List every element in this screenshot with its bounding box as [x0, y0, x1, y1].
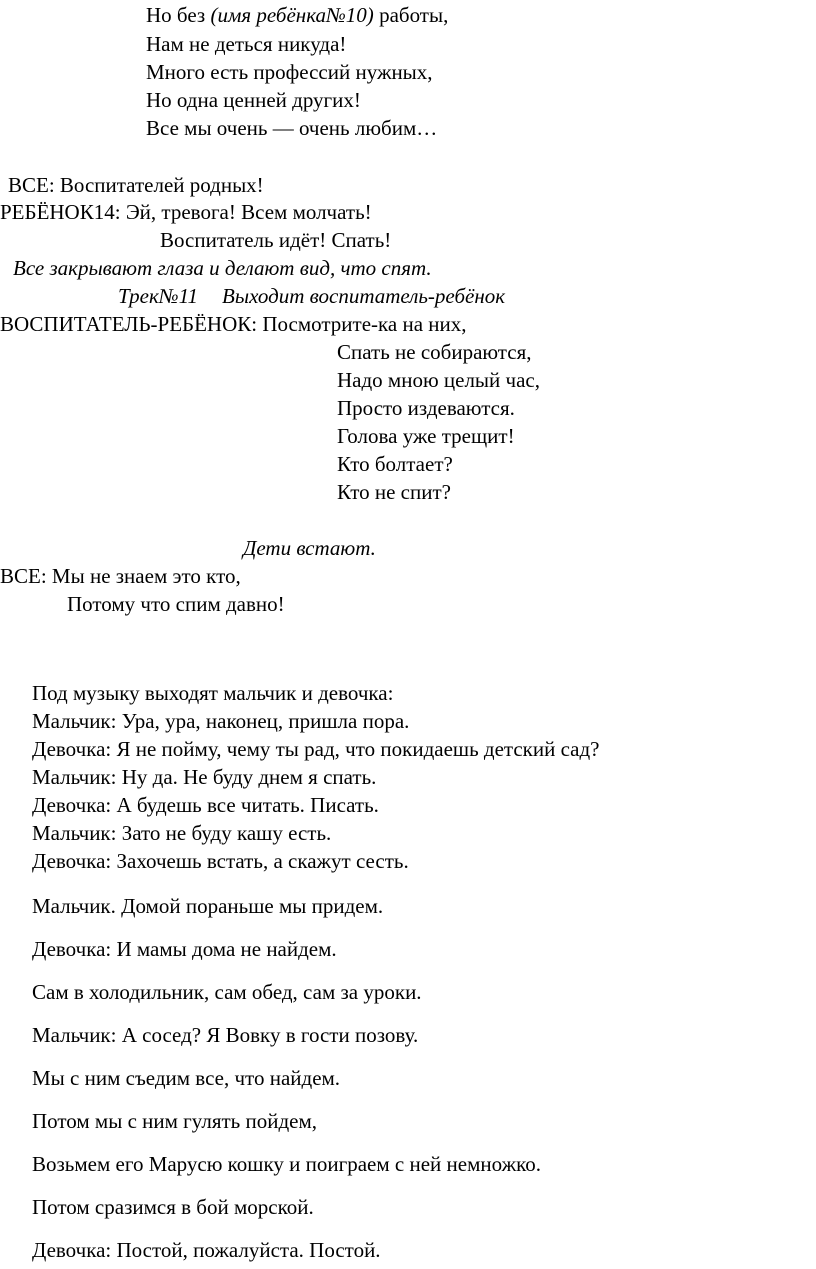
speaker-line-cont: Воспитатель идёт! Спать! — [160, 228, 392, 252]
poem-line: Все мы очень — очень любим… — [146, 116, 438, 140]
scene-line: Мальчик: А сосед? Я Вовку в гости позову. — [32, 1023, 419, 1047]
text: Выходит воспитатель-ребёнок — [222, 284, 506, 308]
verse-line: Надо мною целый час, — [337, 368, 540, 392]
scene-line: Девочка: И мамы дома не найдем. — [32, 937, 337, 961]
poem-line: Много есть профессий нужных, — [146, 60, 433, 84]
poem-line — [146, 5, 448, 26]
poem-line: Нам не деться никуда! — [146, 32, 347, 56]
speaker-line: ВСЕ: Воспитателей родных! — [8, 173, 264, 197]
stage-direction — [118, 286, 505, 307]
scene-line: Девочка: Я не пойму, чему ты рад, что покидаешь детский сад? — [32, 737, 600, 761]
scene-line: Мальчик: Ура, ура, наконец, пришла пора. — [32, 709, 410, 733]
verse-line: Просто издеваются. — [337, 396, 515, 420]
scene-line: Сам в холодильник, сам обед, сам за уроки. — [32, 980, 422, 1004]
scene-line: Девочка: Постой, пожалуйста. Постой. — [32, 1238, 381, 1262]
scene-line: Возьмем его Марусю кошку и поиграем с ней немножко. — [32, 1152, 541, 1176]
track-label: Трек№11 — [118, 284, 199, 308]
speaker-line-cont: Потому что спим давно! — [67, 592, 285, 616]
verse-line: Спать не собираются, — [337, 340, 532, 364]
speaker-line: РЕБЁНОК14: Эй, тревога! Всем молчать! — [0, 200, 372, 224]
poem-line: Но одна ценней других! — [146, 88, 361, 112]
scene-line: Под музыку выходят мальчик и девочка: — [32, 681, 394, 705]
scene-line: Мальчик: Ну да. Не буду днем я спать. — [32, 765, 377, 789]
speaker-line: ВОСПИТАТЕЛЬ-РЕБЁНОК: Посмотрите-ка на них, — [0, 312, 467, 336]
scene-line: Потом сразимся в бой морской. — [32, 1195, 314, 1219]
scene-line: Потом мы с ним гулять пойдем, — [32, 1109, 318, 1133]
text: работы, — [373, 3, 449, 27]
scene-line: Девочка: А будешь все читать. Писать. — [32, 793, 379, 817]
verse-line: Голова уже трещит! — [337, 424, 515, 448]
stage-direction: Дети встают. — [243, 536, 376, 560]
verse-line: Кто болтает? — [337, 452, 453, 476]
text: Но без — [146, 3, 211, 27]
scene-line: Мальчик. Домой пораньше мы придем. — [32, 894, 384, 918]
speaker-line: ВСЕ: Мы не знаем это кто, — [0, 564, 241, 588]
stage-direction: Все закрывают глаза и делают вид, что спят. — [13, 256, 432, 280]
verse-line: Кто не спит? — [337, 480, 451, 504]
scene-line: Мы с ним съедим все, что найдем. — [32, 1066, 341, 1090]
scene-line: Девочка: Захочешь встать, а скажут сесть. — [32, 849, 409, 873]
child-name-placeholder: (имя ребёнка№10) — [210, 3, 374, 27]
scene-line: Мальчик: Зато не буду кашу есть. — [32, 821, 332, 845]
